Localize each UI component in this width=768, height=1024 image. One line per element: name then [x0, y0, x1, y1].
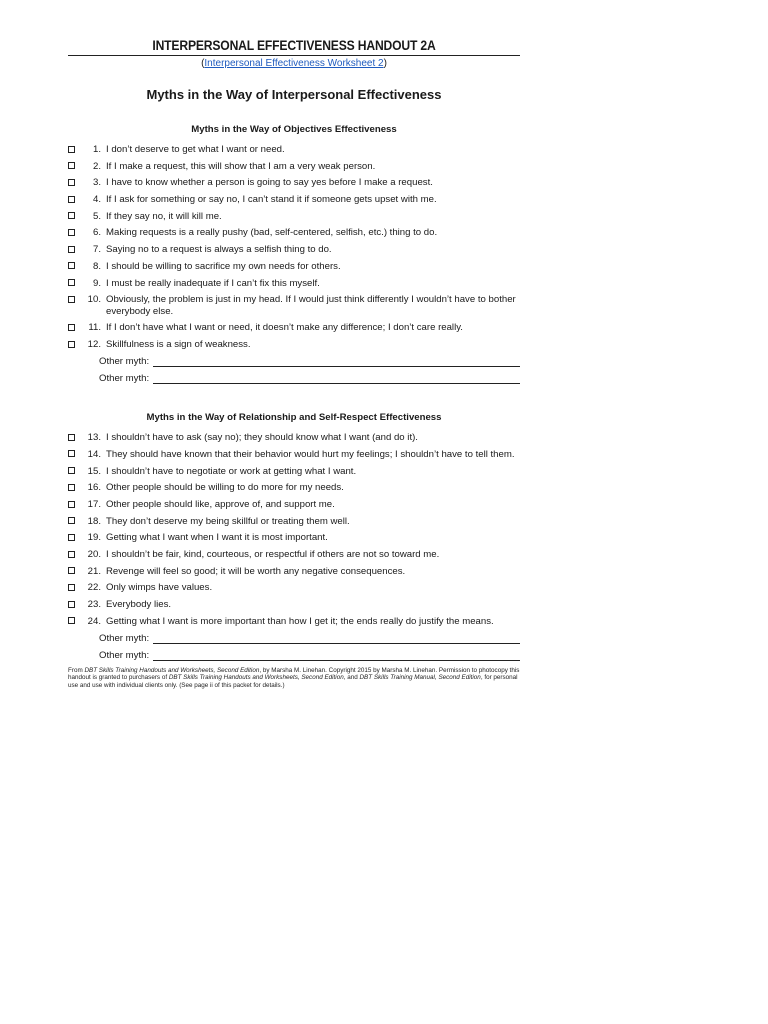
myth-number: 19. — [87, 532, 101, 544]
myth-text: If they say no, it will kill me. — [106, 210, 222, 222]
myth-number: 4. — [92, 194, 101, 206]
footer-text: , by Marsha M. Linehan. Copyright 2015 by Marsha M. Linehan. Permission to photocopy this handout is granted to purchasers of — [68, 666, 520, 682]
myth-text: Only wimps have values. — [106, 582, 213, 594]
myth-item — [68, 549, 520, 561]
myth-text: If I don’t have what I want or need, it doesn’t make any difference; I don’t care really. — [106, 322, 463, 334]
title-rule — [68, 55, 520, 56]
other-myth-row — [99, 356, 520, 368]
myth-number: 1. — [92, 144, 101, 155]
myth-text: Revenge will feel so good; it will be worth any negative consequences. — [106, 565, 406, 577]
myth-item — [68, 499, 520, 511]
myth-text: If I ask for something or say no, I can’t stand it if someone gets upset with me. — [106, 194, 437, 206]
myth-text: Skillfulness is a sign of weakness. — [106, 339, 251, 351]
checkbox[interactable] — [68, 534, 75, 541]
section-title-relationship: Myths in the Way of Relationship and Self-Respect Effectiveness — [146, 412, 442, 424]
myth-number: 15. — [87, 465, 101, 477]
myth-text: Other people should like, approve of, and support me. — [106, 499, 335, 510]
myth-number: 6. — [92, 227, 101, 239]
myth-number: 23. — [87, 599, 101, 611]
checkbox[interactable] — [68, 601, 75, 608]
myth-number: 5. — [92, 210, 101, 222]
other-myth-label: Other myth: — [99, 649, 150, 661]
footer-text: , and — [343, 674, 360, 682]
myth-text: They don’t deserve my being skillful or treating them well. — [106, 515, 350, 527]
footer-text: From — [68, 666, 85, 674]
myth-item — [68, 582, 520, 594]
myth-item — [68, 482, 520, 494]
checkbox[interactable] — [68, 450, 75, 457]
myth-text: Obviously, the problem is just in my head. If I would just think differently I wouldn’t have to bother everybody else. — [106, 294, 516, 317]
myth-number: 2. — [92, 160, 101, 172]
checkbox[interactable] — [68, 617, 75, 624]
worksheet-link[interactable]: Interpersonal Effectiveness Worksheet 2 — [204, 58, 384, 69]
copyright-footer — [68, 667, 520, 690]
myth-text: Making requests is a really pushy (bad, self-centered, selfish, etc.) thing to do. — [106, 227, 438, 239]
checkbox[interactable] — [68, 567, 75, 574]
other-myth-label: Other myth: — [99, 372, 150, 384]
objectives-myth-list — [68, 144, 520, 351]
myth-text: I shouldn’t have to negotiate or work at getting what I want. — [106, 465, 357, 477]
handout-page — [68, 38, 520, 689]
myth-number: 13. — [87, 432, 101, 444]
myth-item — [68, 516, 520, 528]
other-myth-label: Other myth: — [99, 355, 150, 367]
myth-number: 22. — [87, 582, 101, 594]
footer-book-title: DBT Skills Training Handouts and Worksheets, Second Edition — [168, 674, 344, 682]
checkbox[interactable] — [68, 296, 75, 303]
myth-text: I don’t deserve to get what I want or need. — [106, 144, 285, 155]
myth-number: 17. — [87, 499, 101, 510]
checkbox[interactable] — [68, 517, 75, 524]
checkbox[interactable] — [68, 467, 75, 474]
other-myth-row — [99, 373, 520, 385]
myth-item — [68, 161, 520, 173]
myth-item — [68, 339, 520, 351]
myth-number: 7. — [92, 244, 101, 256]
worksheet-reference — [68, 58, 520, 70]
other-myth-blank[interactable] — [153, 651, 520, 661]
myth-number: 9. — [92, 277, 101, 289]
myth-item — [68, 322, 520, 334]
other-myth-blank[interactable] — [153, 374, 520, 384]
checkbox[interactable] — [68, 179, 75, 186]
myth-item — [68, 227, 520, 239]
myth-text: Everybody lies. — [106, 599, 172, 611]
myth-text: If I make a request, this will show that I am a very weak person. — [106, 160, 376, 172]
myth-number: 20. — [87, 549, 101, 561]
myth-number: 16. — [87, 482, 101, 494]
paren-close: ) — [383, 58, 387, 69]
other-myth-row — [99, 633, 520, 645]
other-myth-blank[interactable] — [153, 357, 520, 367]
myth-item — [68, 449, 520, 461]
myth-item — [68, 261, 520, 273]
checkbox[interactable] — [68, 551, 75, 558]
checkbox[interactable] — [68, 341, 75, 348]
footer-book-title: DBT Skills Training Handouts and Worksheets, Second Edition — [84, 666, 260, 674]
checkbox[interactable] — [68, 501, 75, 508]
paren-open: ( — [201, 58, 205, 69]
myth-item — [68, 294, 520, 317]
myth-item — [68, 144, 520, 156]
relationship-myth-list — [68, 432, 520, 627]
section-title-objectives: Myths in the Way of Objectives Effectiveness — [191, 124, 397, 135]
myth-text: I have to know whether a person is going to say yes before I make a request. — [106, 177, 433, 189]
main-title: Myths in the Way of Interpersonal Effectiveness — [146, 87, 442, 102]
checkbox[interactable] — [68, 196, 75, 203]
myth-number: 18. — [87, 515, 101, 527]
checkbox[interactable] — [68, 146, 75, 153]
myth-item — [68, 466, 520, 478]
myth-number: 21. — [87, 565, 101, 577]
myth-item — [68, 566, 520, 578]
myth-number: 8. — [92, 260, 101, 272]
checkbox[interactable] — [68, 246, 75, 253]
myth-item — [68, 599, 520, 611]
myth-item — [68, 177, 520, 189]
footer-text: , for personal use and use with individual clients only. (See page ii of this packet for details.) — [68, 674, 518, 689]
myth-text: Other people should be willing to do more for my needs. — [106, 482, 344, 494]
myth-number: 24. — [87, 615, 101, 627]
myth-text: They should have known that their behavior would hurt my feelings; I shouldn’t have to tell them. — [106, 448, 515, 460]
myth-item — [68, 616, 520, 628]
myth-item — [68, 211, 520, 223]
myth-item — [68, 432, 520, 444]
myth-number: 11. — [88, 322, 101, 334]
myth-number: 12. — [87, 339, 101, 351]
myth-number: 3. — [92, 177, 101, 189]
checkbox[interactable] — [68, 324, 75, 331]
footer-book-title: DBT Skills Training Manual, Second Edition — [359, 674, 481, 682]
myth-text: I must be really inadequate if I can’t fix this myself. — [106, 277, 320, 289]
myth-text: Getting what I want when I want it is most important. — [106, 532, 328, 544]
myth-text: Getting what I want is more important than how I get it; the ends really do justify the means. — [106, 615, 494, 627]
myth-text: I shouldn’t have to ask (say no); they should know what I want (and do it). — [106, 432, 418, 444]
myth-item — [68, 278, 520, 290]
myth-text: I should be willing to sacrifice my own needs for others. — [106, 260, 341, 272]
handout-title: INTERPERSONAL EFFECTIVENESS HANDOUT 2A — [152, 38, 436, 53]
myth-text: Saying no to a request is always a selfish thing to do. — [106, 244, 332, 256]
myth-item — [68, 532, 520, 544]
myth-item — [68, 244, 520, 256]
checkbox[interactable] — [68, 484, 75, 491]
other-myth-label: Other myth: — [99, 632, 150, 644]
checkbox[interactable] — [68, 212, 75, 219]
myth-number: 10. — [87, 294, 101, 306]
myth-number: 14. — [87, 448, 101, 460]
checkbox[interactable] — [68, 434, 75, 441]
checkbox[interactable] — [68, 229, 75, 236]
checkbox[interactable] — [68, 162, 75, 169]
myth-text: I shouldn’t be fair, kind, courteous, or respectful if others are not so toward me. — [106, 549, 440, 561]
myth-item — [68, 194, 520, 206]
checkbox[interactable] — [68, 584, 75, 591]
other-myth-row — [99, 650, 520, 662]
checkbox[interactable] — [68, 262, 75, 269]
other-myth-blank[interactable] — [153, 634, 520, 644]
checkbox[interactable] — [68, 279, 75, 286]
